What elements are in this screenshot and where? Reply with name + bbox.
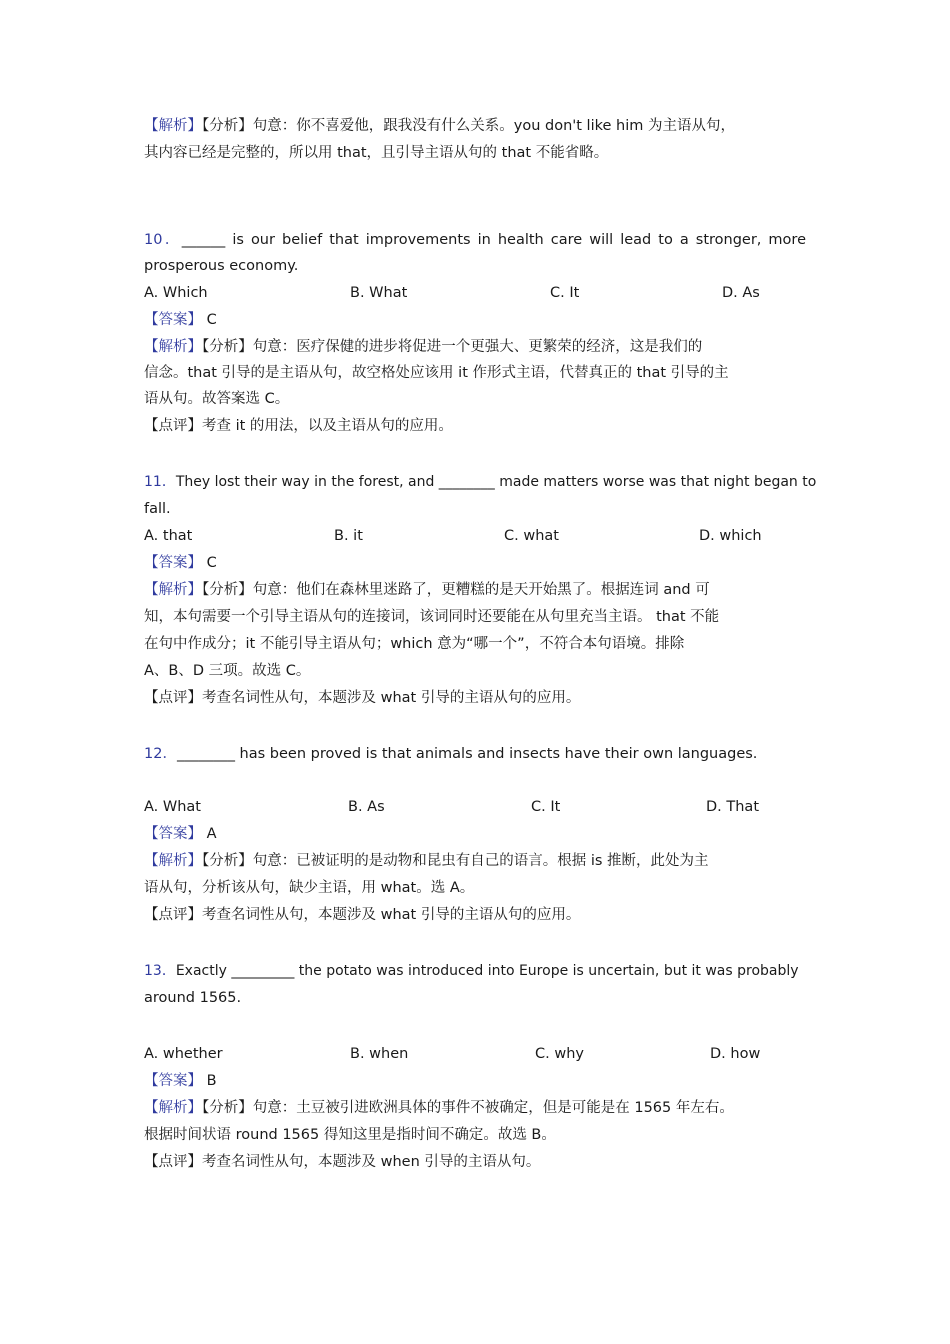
- option-b: B. What: [350, 285, 408, 301]
- option-b: B. it: [334, 528, 363, 544]
- question-11-stem: 11．They lost their way in the forest, and ________ made matters worse was that night began to: [144, 474, 817, 490]
- analysis-line: A、B、D 三项。故选 C。: [144, 663, 311, 679]
- analysis-line: 【解析】【分析】句意：土豆被引进欧洲具体的事件不被确定，但是可能是在 1565 年左右。: [144, 1100, 734, 1116]
- answer-line: [144, 310, 806, 330]
- jiexi-tag: 【解析】: [144, 118, 202, 134]
- jiexi-tag: 【解析】: [144, 853, 202, 869]
- option-d: D. how: [710, 1046, 761, 1062]
- answer-line: [144, 824, 806, 844]
- analysis-line: 【解析】【分析】句意：你不喜爱他，跟我没有什么关系。you don't like him 为主语从句，: [144, 118, 735, 134]
- jiexi-tag: 【解析】: [144, 1100, 202, 1116]
- option-d: D. which: [699, 528, 762, 544]
- question-number: 13．: [144, 963, 176, 979]
- analysis-line: 【解析】【分析】句意：他们在森林里迷路了，更糟糕的是天开始黑了。根据连词 and 可: [144, 582, 710, 598]
- analysis-line: 知，本句需要一个引导主语从句的连接词，该词同时还要能在从句里充当主语。 that 不能: [144, 609, 720, 625]
- answer-tag: 【答案】: [144, 555, 202, 571]
- option-c: C. It: [531, 799, 561, 815]
- answer-line: [144, 553, 806, 573]
- answer-tag: 【答案】: [144, 826, 202, 842]
- option-c: C. why: [535, 1046, 584, 1062]
- question-10-stem-cont: prosperous economy.: [144, 258, 299, 274]
- jiexi-tag: 【解析】: [144, 339, 202, 355]
- answer-value: B: [206, 1073, 217, 1089]
- option-b: B. when: [350, 1046, 409, 1062]
- comment-line: 【点评】考查名词性从句，本题涉及 what 引导的主语从句的应用。: [144, 690, 581, 706]
- option-c: C. what: [504, 528, 559, 544]
- answer-tag: 【答案】: [144, 1073, 202, 1089]
- option-d: D. That: [706, 799, 760, 815]
- analysis-line: 【解析】【分析】句意：医疗保健的进步将促进一个更强大、更繁荣的经济，这是我们的: [144, 339, 703, 355]
- comment-line: 【点评】考查名词性从句，本题涉及 when 引导的主语从句。: [144, 1154, 541, 1170]
- question-13-stem: 13．Exactly _________ the potato was introduced into Europe is uncertain, but it was probably: [144, 963, 799, 979]
- analysis-line: 语从句。故答案选 C。: [144, 391, 290, 407]
- answer-value: C: [206, 555, 217, 571]
- answer-value: C: [206, 312, 217, 328]
- option-a: A. whether: [144, 1046, 223, 1062]
- analysis-line: 其内容已经是完整的，所以用 that，且引导主语从句的 that 不能省略。: [144, 145, 609, 161]
- question-11-stem-cont: fall.: [144, 501, 171, 517]
- question-number: 11．: [144, 474, 176, 490]
- analysis-line: 信念。that 引导的是主语从句，故空格处应该用 it 作形式主语，代替真正的 that 引导的主: [144, 365, 729, 381]
- option-a: A. What: [144, 799, 201, 815]
- comment-line: 【点评】考查名词性从句，本题涉及 what 引导的主语从句的应用。: [144, 907, 581, 923]
- option-a: A. Which: [144, 285, 208, 301]
- question-number: 12．: [144, 746, 177, 762]
- option-d: D. As: [722, 285, 760, 301]
- analysis-line: 根据时间状语 round 1565 得知这里是指时间不确定。故选 B。: [144, 1127, 556, 1143]
- comment-line: 【点评】考查 it 的用法，以及主语从句的应用。: [144, 418, 453, 434]
- answer-value: A: [206, 826, 217, 842]
- question-number: 10．: [144, 232, 182, 248]
- question-10-stem: 10．______ is our belief that improvements in health care will lead to a stronger, more: [144, 232, 806, 248]
- analysis-line: 在句中作成分；it 不能引导主语从句；which 意为“哪一个”，不符合本句语境。排除: [144, 636, 685, 652]
- jiexi-tag: 【解析】: [144, 582, 202, 598]
- answer-line: [144, 1071, 806, 1091]
- question-13-stem-cont: around 1565.: [144, 990, 242, 1006]
- question-12-stem: 12．________ has been proved is that animals and insects have their own languages.: [144, 746, 758, 762]
- analysis-line: 语从句，分析该从句，缺少主语，用 what。选 A。: [144, 880, 475, 896]
- answer-tag: 【答案】: [144, 312, 202, 328]
- option-c: C. It: [550, 285, 580, 301]
- option-b: B. As: [348, 799, 385, 815]
- analysis-line: 【解析】【分析】句意：已被证明的是动物和昆虫有自己的语言。根据 is 推断，此处为主: [144, 853, 709, 869]
- option-a: A. that: [144, 528, 193, 544]
